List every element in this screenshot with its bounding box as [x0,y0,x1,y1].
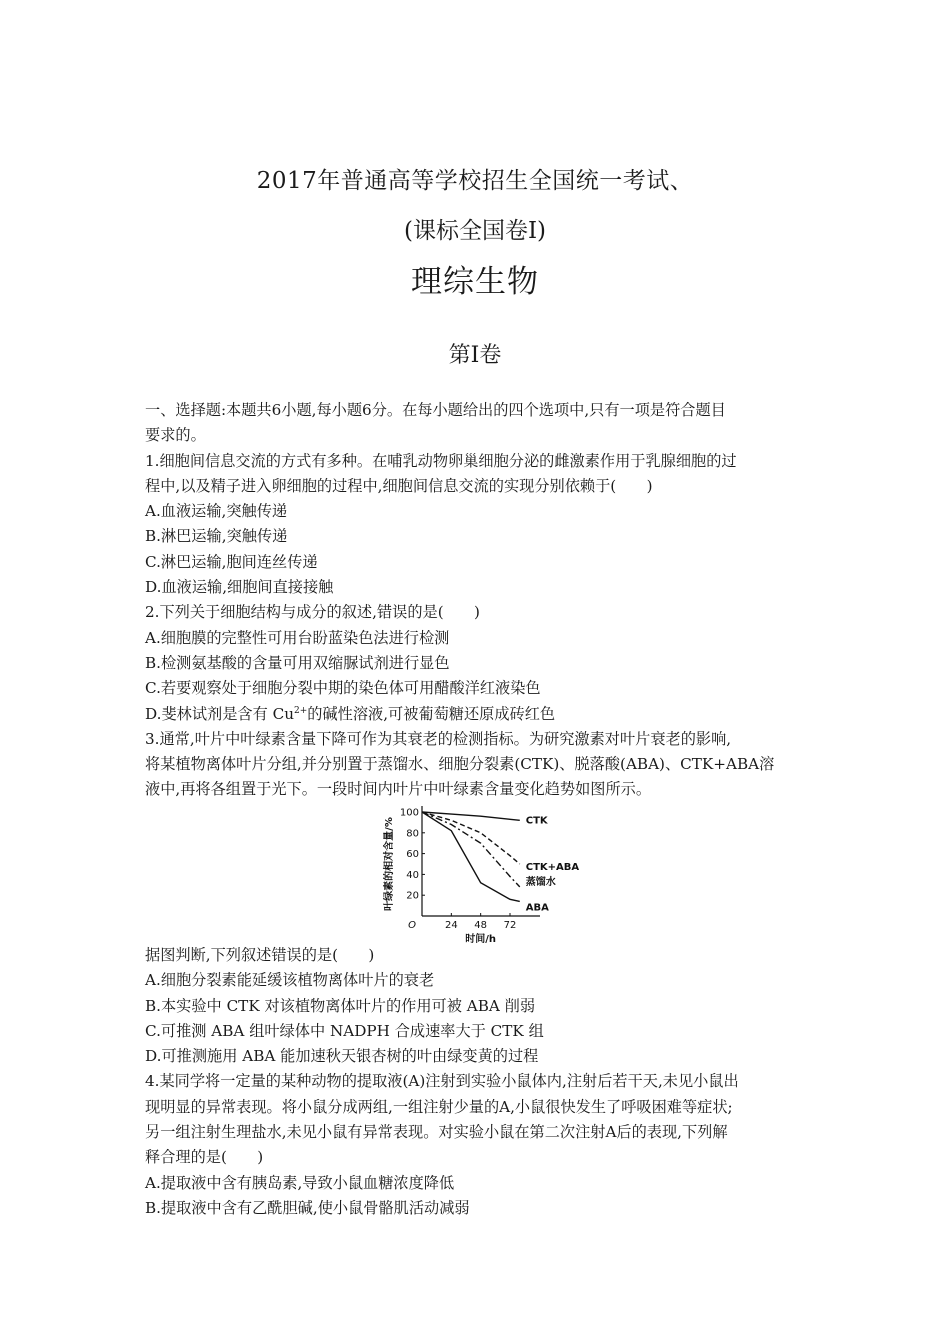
question-1-option-a: A.血液运输,突触传递 [145,502,288,521]
question-3-stem: 3.通常,叶片中叶绿素含量下降可作为其衰老的检测指标。为研究激素对叶片衰老的影响, [145,729,732,748]
x-tick-label: 72 [503,920,517,931]
y-tick-label: 40 [406,869,419,881]
ion-charge-superscript: 2+ [294,705,308,716]
section-body [145,398,810,803]
question-2-option-d [145,702,810,727]
x-tick-label: 24 [444,920,458,931]
series-label: CTK+ABA [525,862,580,873]
y-tick-label: 100 [399,807,419,819]
exam-subtitle: (课标全国卷Ⅰ) [403,218,547,244]
section-body-continued [145,943,810,1221]
y-axis-label: 叶绿素的相对含量/% [384,817,395,911]
series-label: 蒸馏水 [525,876,556,888]
series-line-CTK+ABA [422,812,520,864]
question-3-prompt: 据图判断,下列叙述错误的是( ) [145,946,375,964]
question-1-option-d: D.血液运输,细胞间直接接触 [145,578,334,597]
question-1-option-c: C.淋巴运输,胞间连丝传递 [145,552,318,571]
series-line-CTK [422,812,520,820]
question-2-option-c: C.若要观察处于细胞分裂中期的染色体可用醋酸洋红液染色 [145,679,541,698]
y-tick-label: 20 [406,890,419,902]
question-4-stem: 4.某同学将一定量的某种动物的提取液(A)注射到实验小鼠体内,注射后若干天,未见小鼠出 [145,1072,739,1091]
question-4-option-a: A.提取液中含有胰岛素,导致小鼠血糖浓度降低 [145,1173,455,1192]
chlorophyll-chart [382,798,582,950]
question-4-stem: 另一组注射生理盐水,未见小鼠有异常表现。对实验小鼠在第二次注射A后的表现,下列解 [145,1123,728,1142]
question-3-stem: 将某植物离体叶片分组,并分别置于蒸馏水、细胞分裂素(CTK)、脱落酸(ABA)、CTK+ABA溶 [145,755,775,774]
question-4-stem: 释合理的是( ) [145,1148,264,1167]
option-d-text: 的碱性溶液,可被葡萄糖还原成砖红色 [307,704,556,723]
question-1-stem: 程中,以及精子进入卵细胞的过程中,细胞间信息交流的实现分别依赖于( ) [145,476,653,495]
exam-title: 2017年普通高等学校招生全国统一考试、 [256,168,694,194]
question-2-stem: 2.下列关于细胞结构与成分的叙述,错误的是( ) [145,603,480,622]
question-3-stem: 液中,再将各组置于光下。一段时间内叶片中叶绿素含量变化趋势如图所示。 [145,780,652,799]
y-tick-label: 80 [406,828,419,840]
question-3-option-a: A.细胞分裂素能延缓该植物离体叶片的衰老 [145,971,435,990]
option-d-text: D.斐林试剂是含有 Cu [145,704,295,723]
question-3-option-b: B.本实验中 CTK 对该植物离体叶片的作用可被 ABA 削弱 [145,996,536,1015]
volume-heading: 第Ⅰ卷 [448,343,502,368]
chart-svg [382,798,582,950]
question-4-stem: 现明显的异常表现。将小鼠分成两组,一组注射少量的A,小鼠很快发生了呼吸困难等症状; [145,1097,733,1116]
series-line-蒸馏水 [422,812,520,887]
question-1-option-b: B.淋巴运输,突触传递 [145,527,288,546]
x-tick-label: 48 [474,920,488,931]
question-3-option-d: D.可推测施用 ABA 能加速秋天银杏树的叶由绿变黄的过程 [145,1047,539,1066]
question-2-option-b: B.检测氨基酸的含量可用双缩脲试剂进行显色 [145,653,450,672]
question-2-option-a: A.细胞膜的完整性可用台盼蓝染色法进行检测 [145,628,450,647]
x-axis-label: 时间/h [465,934,497,945]
section-intro-line: 要求的。 [145,426,206,445]
origin-label: O [408,920,416,931]
series-label: ABA [525,902,549,914]
question-4-option-b: B.提取液中含有乙酰胆碱,使小鼠骨骼肌活动减弱 [145,1198,470,1217]
section-intro-line: 一、选择题:本题共6小题,每小题6分。在每小题给出的四个选项中,只有一项是符合题目 [145,401,726,419]
series-label: CTK [525,815,548,827]
y-tick-label: 60 [406,849,419,861]
question-3-option-c: C.可推测 ABA 组叶绿体中 NADPH 合成速率大于 CTK 组 [145,1021,544,1040]
subject-title: 理综生物 [411,264,539,300]
series-line-ABA [422,812,520,901]
question-1-stem: 1.细胞间信息交流的方式有多种。在哺乳动物卵巢细胞分泌的雌激素作用于乳腺细胞的过 [145,451,737,470]
